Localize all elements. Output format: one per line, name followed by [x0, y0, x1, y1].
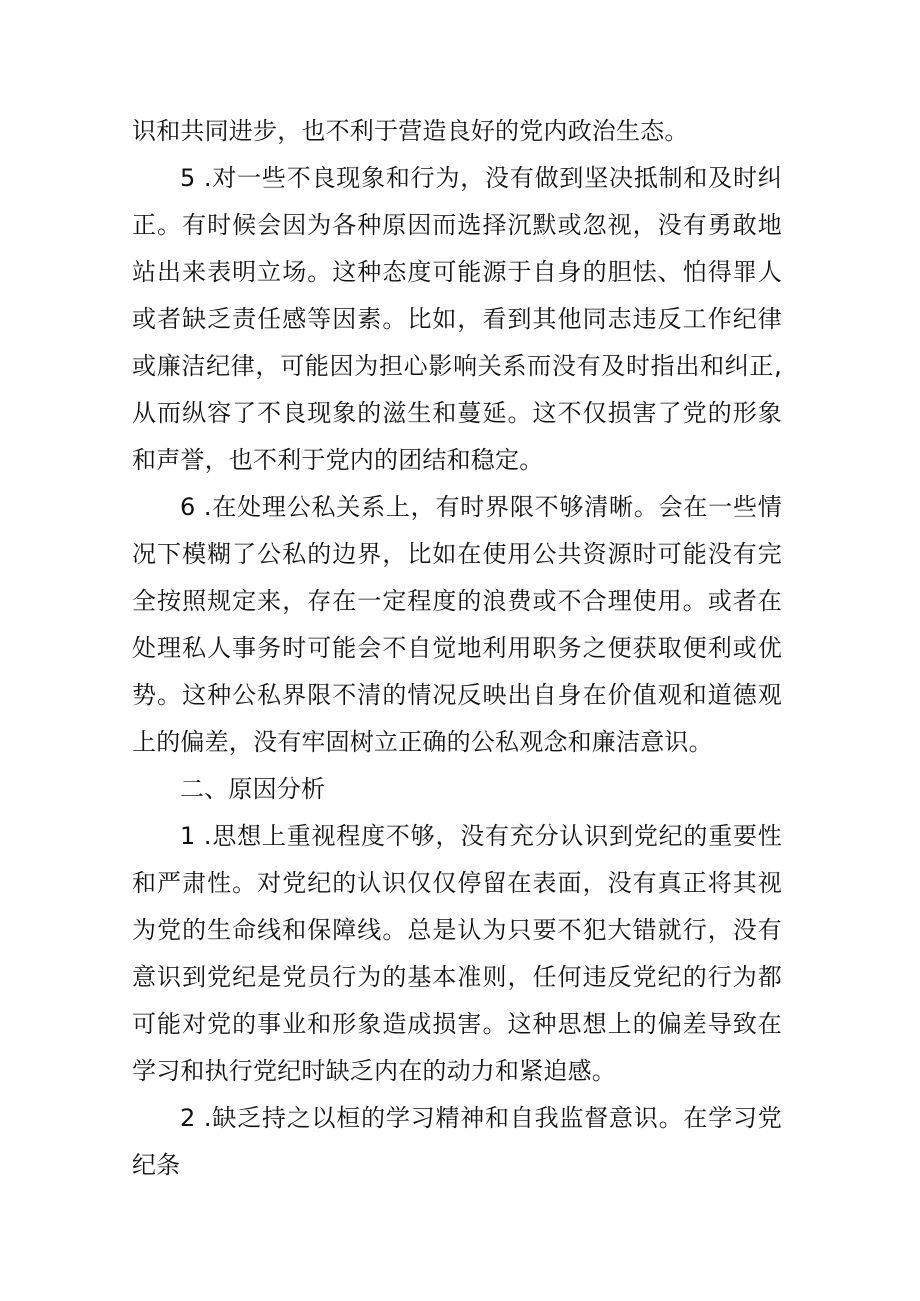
- document-body: [132, 108, 782, 1189]
- paragraph-item-6: 6 .在处理公私关系上，有时界限不够清晰。会在一些情况下模糊了公私的边界，比如在使用公共资源时可能没有完全按照规定来，存在一定程度的浪费或不合理使用。或者在处理私人事务时可能会不自觉地利用职务之便获取便利或优势。这种公私界限不清的情况反映出自身在价值观和道德观上的偏差，没有牢固树立正确的公私观念和廉洁意识。: [132, 493, 782, 756]
- paragraph-item-5: 5 .对一些不良现象和行为，没有做到坚决抵制和及时纠正。有时候会因为各种原因而选择沉默或忽视，没有勇敢地站出来表明立场。这种态度可能源于自身的胆怯、怕得罪人或者缺乏责任感等因素。比如，看到其他同志违反工作纪律或廉洁纪律，可能因为担心影响关系而没有及时指出和纠正,从而纵容了不良现象的滋生和蔓延。这不仅损害了党的形象和声誉，也不利于党内的团结和稳定。: [132, 164, 782, 474]
- paragraph-cause-1: 1 .思想上重视程度不够，没有充分认识到党纪的重要性和严肃性。对党纪的认识仅仅停留在表面，没有真正将其视为党的生命线和保障线。总是认为只要不犯大错就行，没有意识到党纪是党员行为的基本准则，任何违反党纪的行为都可能对党的事业和形象造成损害。这种思想上的偏差导致在学习和执行党纪时缺乏内在的动力和紧迫感。: [132, 822, 782, 1085]
- paragraph-continuation: 识和共同进步，也不利于营造良好的党内政治生态。: [132, 117, 689, 145]
- section-heading-cause-analysis: 二、原因分析: [180, 775, 326, 803]
- paragraph-cause-2: 2 .缺乏持之以桓的学习精神和自我监督意识。在学习党纪条: [132, 1104, 782, 1179]
